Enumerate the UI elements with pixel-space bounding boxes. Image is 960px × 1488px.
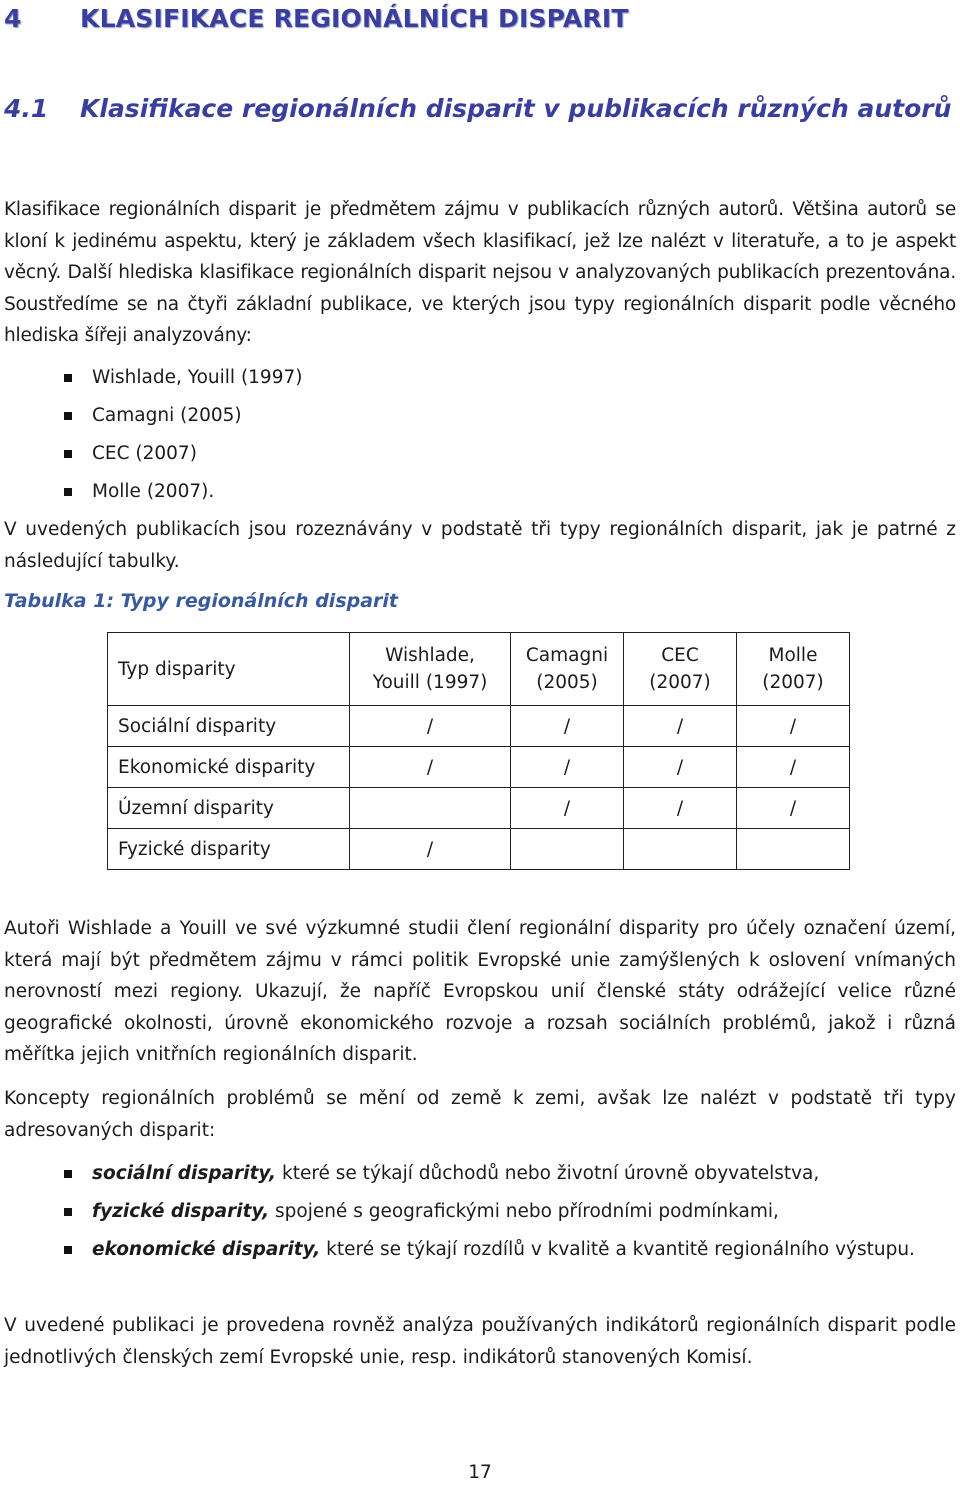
table-cell: [511, 829, 624, 870]
bullet-square-icon: [64, 1208, 72, 1216]
table-cell: /: [737, 706, 850, 747]
table-cell: /: [350, 706, 511, 747]
header-cell: Camagni (2005): [511, 633, 624, 706]
disparity-types-list: [0, 1155, 956, 1266]
table-cell: /: [511, 706, 624, 747]
table-cell: /: [624, 788, 737, 829]
list-item: [0, 1231, 956, 1266]
table-row: [108, 788, 850, 829]
table-cell: /: [737, 788, 850, 829]
type-term: fyzické disparity,: [92, 1201, 270, 1222]
table-caption: Tabulka 1: Typy regionálních disparit: [4, 590, 399, 612]
table-cell: [350, 788, 511, 829]
wishlade-paragraph: Autoři Wishlade a Youill ve své výzkumné studii člení regionální disparity pro účely označení území, která mají být předmětem zájmu v rámci politik Evropské unie zamýšlených k oslovení vnímaných nerovností mezi regiony. Ukazují, že napříč Evropskou unií členské státy odrážející velice různé geografické okolnosti, úrovně ekonomického rozvoje a rozsah sociálních problémů, jakož i různá měřítka jejich vnitřních regionálních disparit.: [4, 918, 956, 1065]
list-item: Molle (2007).: [0, 473, 302, 511]
publication-list: [0, 359, 302, 511]
table-cell: /: [350, 747, 511, 788]
type-description: které se týkají důchodů nebo životní úrovně obyvatelstva,: [276, 1163, 820, 1184]
type-description: spojené s geografickými nebo přírodními podmínkami,: [269, 1201, 779, 1222]
list-item: Camagni (2005): [0, 397, 302, 435]
bullet-square-icon: [64, 488, 72, 496]
section-number: 4.1: [4, 94, 49, 123]
section-title: Klasifikace regionálních disparit v publikacích různých autorů: [80, 94, 952, 123]
table-row: [108, 706, 850, 747]
chapter-number: 4: [4, 4, 22, 33]
table-cell: Územní disparity: [108, 788, 350, 829]
chapter-title: KLASIFIKACE REGIONÁLNÍCH DISPARIT: [80, 4, 629, 33]
disparity-table: [107, 632, 850, 870]
header-cell: Molle (2007): [737, 633, 850, 706]
table-cell: [624, 829, 737, 870]
intro-paragraph: Klasifikace regionálních disparit je předmětem zájmu v publikacích různých autorů. Většina autorů se kloní k jedinému aspektu, který je základem všech klasifikací, jež lze nalézt v literatuře, a to je aspekt věcný. Další hlediska klasifikace regionálních disparit nejsou v analyzovaných publikacích prezentována. Soustředíme se na čtyři základní publikace, ve kterých jsou typy regionálních disparit podle věcného hlediska šířeji analyzovány:: [4, 199, 956, 346]
table-intro-paragraph: V uvedených publikacích jsou rozeznávány v podstatě tři typy regionálních disparit, jak je patrné z následující tabulky.: [4, 519, 956, 572]
type-term: ekonomické disparity,: [92, 1239, 321, 1260]
chapter-heading: [4, 4, 629, 33]
type-description: které se týkají rozdílů v kvalitě a kvantitě regionálního výstupu.: [320, 1239, 915, 1260]
table-cell: /: [350, 829, 511, 870]
list-item: CEC (2007): [0, 435, 302, 473]
closing-paragraph: V uvedené publikaci je provedena rovněž analýza používaných indikátorů regionálních disparit podle jednotlivých členských zemí Evropské unie, resp. indikátorů stanovených Komisí.: [4, 1315, 956, 1368]
bullet-square-icon: [64, 1246, 72, 1254]
table-cell: /: [511, 788, 624, 829]
table-cell: [737, 829, 850, 870]
type-term: sociální disparity,: [92, 1163, 277, 1184]
table-cell: /: [737, 747, 850, 788]
header-cell: Wishlade, Youill (1997): [350, 633, 511, 706]
table-row: [108, 829, 850, 870]
table-header-row: [108, 633, 850, 706]
table-cell: /: [511, 747, 624, 788]
bullet-square-icon: [64, 412, 72, 420]
table-cell: /: [624, 747, 737, 788]
list-item: [0, 1193, 956, 1231]
table-row: [108, 747, 850, 788]
header-cell: Typ disparity: [108, 633, 350, 706]
section-heading: [4, 90, 954, 128]
list-item: Wishlade, Youill (1997): [0, 359, 302, 397]
bullet-square-icon: [64, 450, 72, 458]
table-cell: Fyzické disparity: [108, 829, 350, 870]
list-item: [0, 1155, 956, 1193]
table-cell: Sociální disparity: [108, 706, 350, 747]
concepts-paragraph: Koncepty regionálních problémů se mění od země k zemi, avšak lze nalézt v podstatě tři typy adresovaných disparit:: [4, 1088, 956, 1141]
table-cell: Ekonomické disparity: [108, 747, 350, 788]
header-cell: CEC (2007): [624, 633, 737, 706]
page-number: 17: [468, 1462, 492, 1483]
table-cell: /: [624, 706, 737, 747]
bullet-square-icon: [64, 1170, 72, 1178]
bullet-square-icon: [64, 374, 72, 382]
